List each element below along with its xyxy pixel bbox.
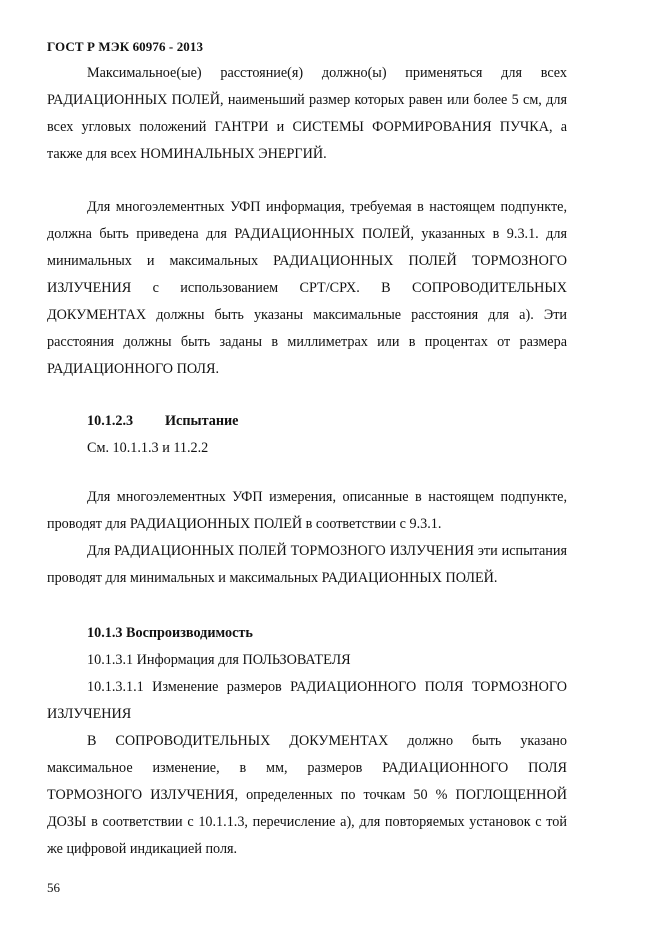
section-heading-user-info: 10.1.3.1 Информация для ПОЛЬЗОВАТЕЛЯ: [87, 652, 351, 668]
section-title: Испытание: [165, 413, 239, 429]
page-number: 56: [47, 880, 60, 895]
document-header: ГОСТ Р МЭК 60976 - 2013: [47, 39, 204, 54]
section-heading-reproducibility: 10.1.3 Воспроизводимость: [87, 625, 253, 641]
section-heading-test: [87, 408, 238, 435]
paragraph-multileaf-measurements: Для многоэлементных УФП измерения, описанные в настоящем подпункте, проводят для РАДИАЦИОННЫХ ПОЛЕЙ в соответствии с 9.3.1.: [47, 489, 567, 532]
see-reference: См. 10.1.1.3 и 11.2.2: [87, 440, 209, 456]
section-number: 10.1.2.3: [87, 413, 134, 429]
paragraph-max-distances: Максимальное(ые) расстояние(я) должно(ы) применяться для всех РАДИАЦИОННЫХ ПОЛЕЙ, наименьший размер которых равен или более 5 см, для всех угловых положений ГАНТРИ и СИСТЕМЫ ФОРМИРОВАНИЯ ПУЧКА, а также для всех НОМИНАЛЬНЫХ ЭНЕРГИЙ.: [47, 65, 567, 162]
paragraph-multileaf-info: Для многоэлементных УФП информация, требуемая в настоящем подпункте, должна быть приведена для РАДИАЦИОННЫХ ПОЛЕЙ, указанных в 9.3.1. для минимальных и максимальных РАДИАЦИОННЫХ ПОЛЕЙ ТОРМОЗНОГО ИЗЛУЧЕНИЯ с использованием СРТ/СРХ. В СОПРОВОДИТЕЛЬНЫХ ДОКУМЕНТАХ должны быть указаны максимальные расстояния для а). Эти расстояния должны быть заданы в миллиметрах или в процентах от размера РАДИАЦИОННОГО ПОЛЯ.: [47, 199, 567, 377]
paragraph-bremsstrahlung-tests: Для РАДИАЦИОННЫХ ПОЛЕЙ ТОРМОЗНОГО ИЗЛУЧЕНИЯ эти испытания проводят для минимальных и максимальных РАДИАЦИОННЫХ ПОЛЕЙ.: [47, 543, 567, 586]
paragraph-max-change: В СОПРОВОДИТЕЛЬНЫХ ДОКУМЕНТАХ должно быть указано максимальное изменение, в мм, размеров РАДИАЦИОННОГО ПОЛЯ ТОРМОЗНОГО ИЗЛУЧЕНИЯ, определенных по точкам 50 % ПОГЛОЩЕННОЙ ДОЗЫ в соответствии с 10.1.1.3, перечисление а), для повторяемых установок с той же цифровой индикацией поля.: [47, 733, 567, 857]
paragraph-field-size-change-heading: 10.1.3.1.1 Изменение размеров РАДИАЦИОННОГО ПОЛЯ ТОРМОЗНОГО ИЗЛУЧЕНИЯ: [47, 679, 567, 722]
